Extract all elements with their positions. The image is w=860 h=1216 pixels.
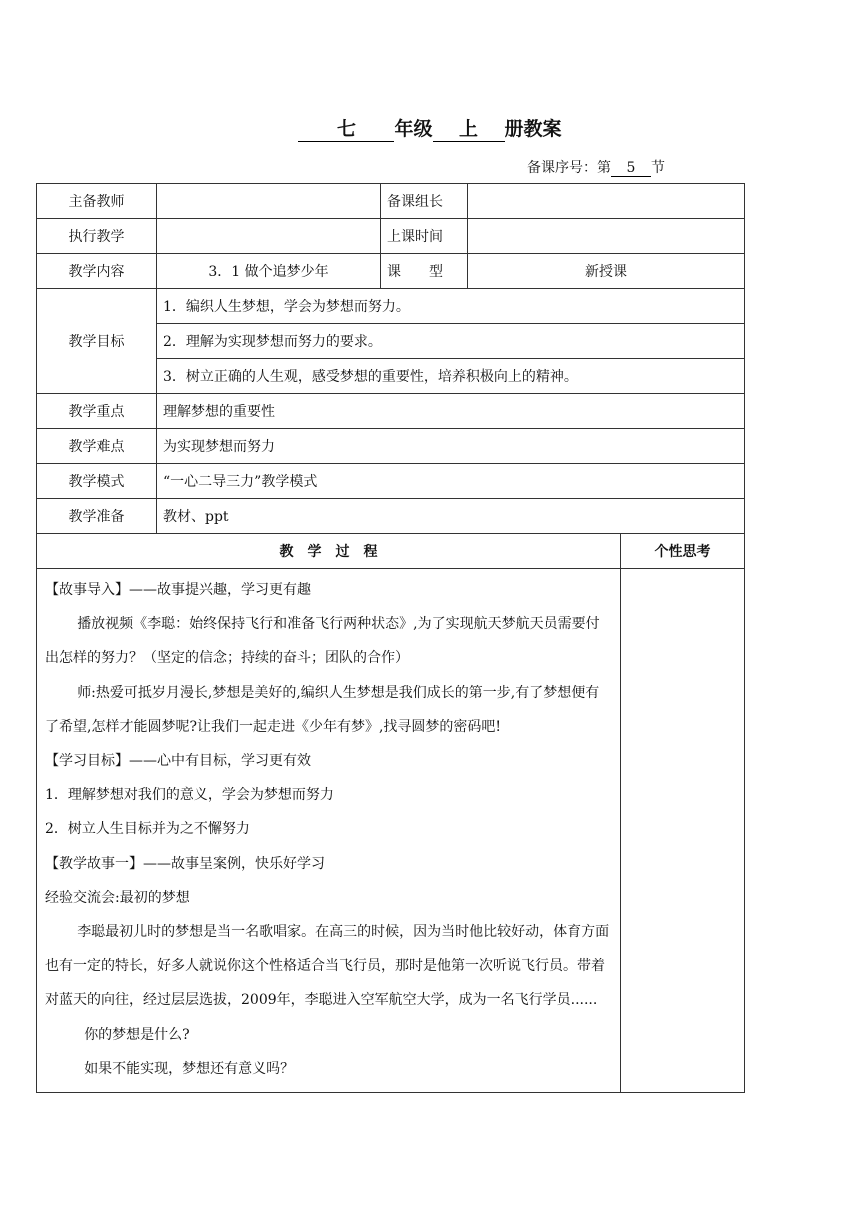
paragraph: 师:热爱可抵岁月漫长,梦想是美好的,编织人生梦想是我们成长的第一步,有了梦想便有了希望,怎样才能圆梦呢?让我们一起走进《少年有梦》,找寻圆梦的密码吧! xyxy=(45,684,600,735)
reflection-header: 个性思考 xyxy=(621,534,745,569)
sequence-label: 备课序号：第 xyxy=(527,160,611,176)
question: 你的梦想是什么? xyxy=(84,1026,190,1043)
list-item: 1．理解梦想对我们的意义，学会为梦想而努力 xyxy=(45,787,334,804)
section-heading: 【故事导入】——故事提兴趣，学习更有趣 xyxy=(45,582,311,598)
difficult-value: 为实现梦想而努力 xyxy=(157,429,745,464)
goal-item: 3．树立正确的人生观，感受梦想的重要性，培养积极向上的精神。 xyxy=(157,359,745,394)
section-heading: 【学习目标】——心中有目标，学习更有效 xyxy=(45,753,311,770)
content-value: 3．1 做个追梦少年 xyxy=(157,254,381,289)
group-leader-label: 备课组长 xyxy=(381,184,468,219)
mode-value: “一心二导三力”教学模式 xyxy=(157,464,745,499)
list-item: 2．树立人生目标并为之不懈努力 xyxy=(45,821,250,838)
class-time-value[interactable] xyxy=(468,219,745,254)
row-difficult xyxy=(37,429,745,464)
group-leader-value[interactable] xyxy=(468,184,745,219)
row-content xyxy=(37,254,745,289)
goals-label: 教学目标 xyxy=(37,289,157,394)
class-time-label: 上课时间 xyxy=(381,219,468,254)
main-teacher-label: 主备教师 xyxy=(37,184,157,219)
type-label: 课 型 xyxy=(381,254,468,289)
executing-label: 执行教学 xyxy=(37,219,157,254)
executing-value[interactable] xyxy=(157,219,381,254)
sequence-suffix: 节 xyxy=(651,160,665,176)
term-value: 上 xyxy=(433,117,505,142)
content-label: 教学内容 xyxy=(37,254,157,289)
sequence-number: 5 xyxy=(611,160,651,177)
prep-value: 教材、ppt xyxy=(157,499,745,534)
goal-item: 2．理解为实现梦想而努力的要求。 xyxy=(157,324,745,359)
grade-suffix: 年级 xyxy=(394,118,433,140)
row-key xyxy=(37,394,745,429)
row-prep xyxy=(37,499,745,534)
lesson-plan-table xyxy=(36,183,745,1093)
difficult-label: 教学难点 xyxy=(37,429,157,464)
paragraph: 经验交流会:最初的梦想 xyxy=(45,889,190,906)
paragraph: 播放视频《李聪：始终保持飞行和准备飞行两种状态》,为了实现航天梦航天员需要付出怎样的努力？（坚定的信念；持续的奋斗；团队的合作） xyxy=(45,616,600,667)
prep-label: 教学准备 xyxy=(37,499,157,534)
page-title xyxy=(0,114,860,142)
row-teachers xyxy=(37,184,745,219)
main-teacher-value[interactable] xyxy=(157,184,381,219)
process-content xyxy=(37,569,621,1093)
row-mode xyxy=(37,464,745,499)
process-header-row xyxy=(37,534,745,569)
goal-item: 1．编织人生梦想，学会为梦想而努力。 xyxy=(157,289,745,324)
process-header: 教 学 过 程 xyxy=(37,534,621,569)
section-heading: 【教学故事一】——故事呈案例，快乐好学习 xyxy=(45,855,325,872)
term-suffix: 册教案 xyxy=(504,118,562,140)
question: 如果不能实现，梦想还有意义吗？ xyxy=(84,1060,295,1077)
paragraph: 李聪最初儿时的梦想是当一名歌唱家。在高三的时候，因为当时他比较好动，体育方面也有一定的特长，好多人就说你这个性格适合当飞行员，那时是他第一次听说飞行员。带着对蓝天的向往，经过层层选拔，2009年，李聪进入空军航空大学，成为一名飞行学员...... xyxy=(45,924,610,1009)
key-value: 理解梦想的重要性 xyxy=(157,394,745,429)
row-execution xyxy=(37,219,745,254)
grade-value: 七 xyxy=(298,117,394,142)
row-goal-1 xyxy=(37,289,745,324)
type-value: 新授课 xyxy=(468,254,745,289)
reflection-cell[interactable] xyxy=(621,569,745,1093)
mode-label: 教学模式 xyxy=(37,464,157,499)
key-label: 教学重点 xyxy=(37,394,157,429)
process-body-row xyxy=(37,569,745,1093)
lesson-sequence xyxy=(527,157,665,177)
